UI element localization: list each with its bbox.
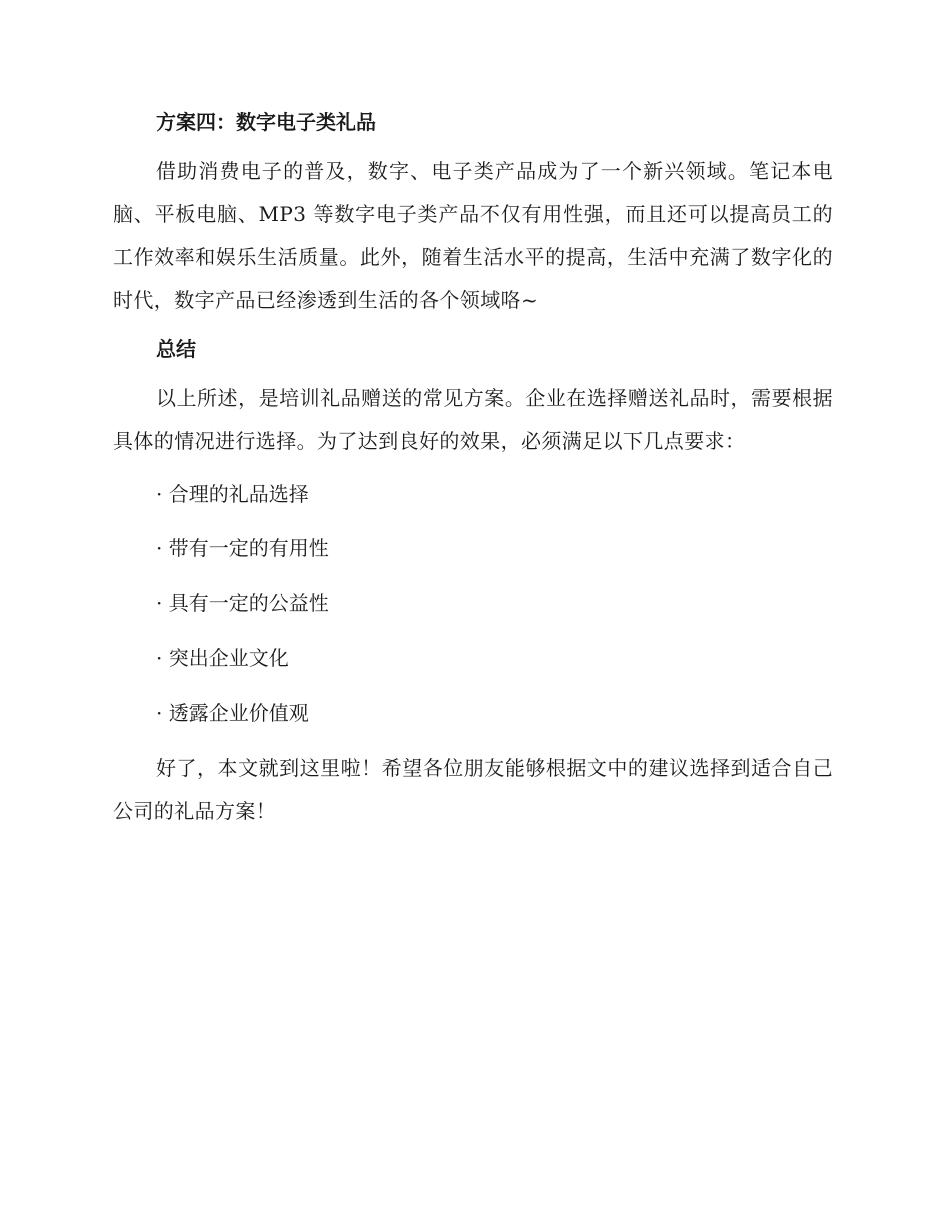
section-heading-plan-four: 方案四：数字电子类礼品 bbox=[156, 110, 376, 134]
document-content bbox=[113, 108, 833, 833]
list-item: · 合理的礼品选择 bbox=[156, 482, 309, 506]
summary-paragraph: 以上所述，是培训礼品赠送的常见方案。企业在选择赠送礼品时，需要根据具体的情况进行选择。为了达到良好的效果，必须满足以下几点要求： bbox=[113, 386, 833, 453]
list-item: · 带有一定的有用性 bbox=[156, 536, 329, 560]
list-item: · 具有一定的公益性 bbox=[156, 591, 329, 615]
section-paragraph-plan-four: 借助消费电子的普及，数字、电子类产品成为了一个新兴领域。笔记本电脑、平板电脑、MP3 等数字电子类产品不仅有用性强，而且还可以提高员工的工作效率和娱乐生活质量。此外，随着生活水平的提高，生活中充满了数字化的时代，数字产品已经渗透到生活的各个领域咯~ bbox=[113, 159, 833, 312]
closing-paragraph: 好了，本文就到这里啦！希望各位朋友能够根据文中的建议选择到适合自己公司的礼品方案！ bbox=[113, 756, 833, 823]
list-item: · 透露企业价值观 bbox=[156, 701, 309, 725]
section-heading-summary: 总结 bbox=[156, 337, 196, 361]
list-item: · 突出企业文化 bbox=[156, 646, 289, 670]
